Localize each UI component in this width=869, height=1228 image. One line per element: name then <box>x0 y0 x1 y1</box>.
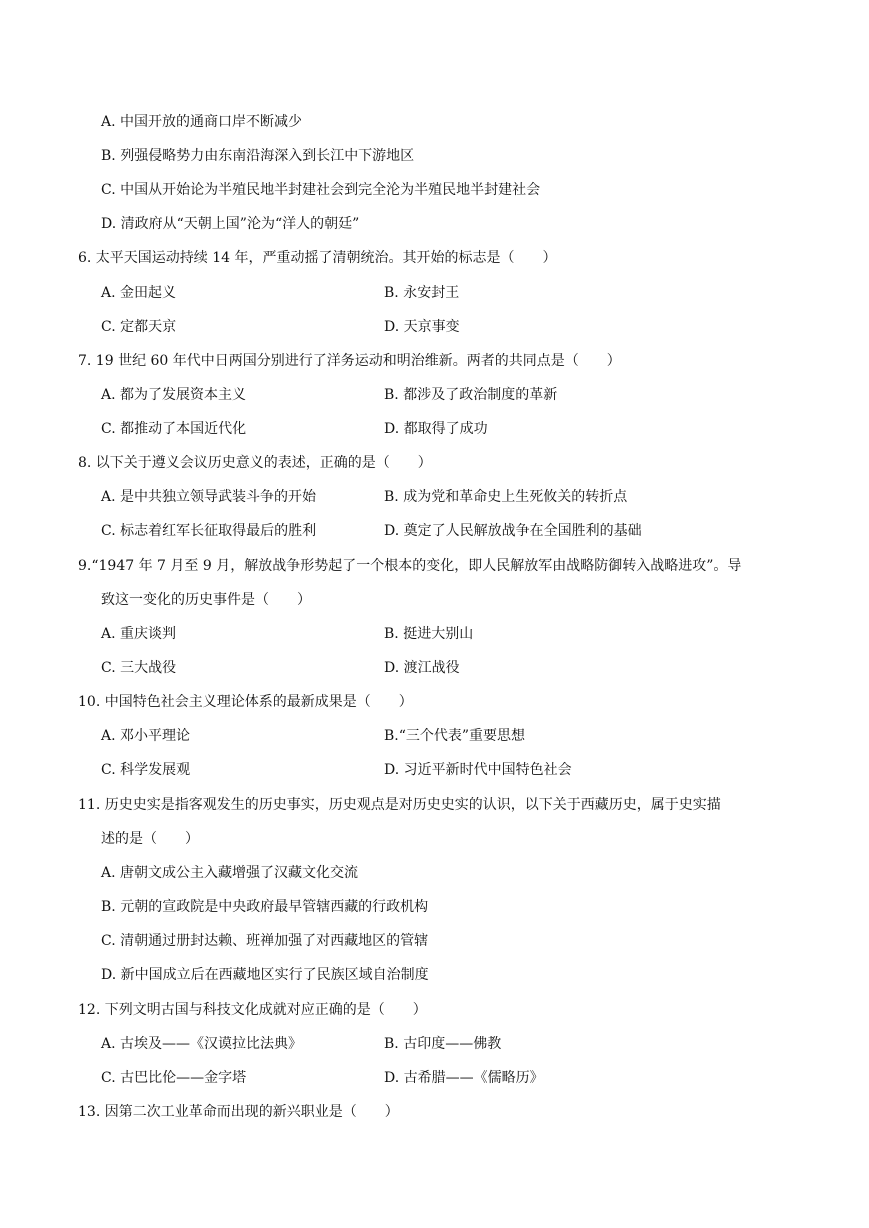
q6-stem: 6. 太平天国运动持续 14 年，严重动摇了清朝统治。其开始的标志是（ ） <box>78 250 557 266</box>
q9-option-c: C. 三大战役 <box>101 660 177 676</box>
q7-stem: 7. 19 世纪 60 年代中日两国分别进行了洋务运动和明治维新。两者的共同点是（ ） <box>78 353 621 369</box>
q11-stem-line1: 11. 历史史实是指客观发生的历史事实，历史观点是对历史史实的认识，以下关于西藏历史，属于史实描 <box>78 797 721 813</box>
q6-option-a: A. 金田起义 <box>101 285 177 301</box>
q11-option-a: A. 唐朝文成公主入藏增强了汉藏文化交流 <box>101 865 359 881</box>
q6-option-d: D. 天京事变 <box>384 319 460 335</box>
q11-option-c: C. 清朝通过册封达赖、班禅加强了对西藏地区的管辖 <box>101 933 429 949</box>
q5-option-a: A. 中国开放的通商口岸不断减少 <box>101 114 303 130</box>
q12-option-d: D. 古希腊——《儒略历》 <box>384 1070 544 1086</box>
q9-stem-line2: 致这一变化的历史事件是（ ） <box>101 592 311 608</box>
q10-option-b: B.“三个代表”重要思想 <box>384 728 526 744</box>
q11-stem-line2: 述的是（ ） <box>101 831 199 847</box>
q7-option-c: C. 都推动了本国近代化 <box>101 421 247 437</box>
q12-option-c: C. 古巴比伦——金字塔 <box>101 1070 247 1086</box>
q12-option-a: A. 古埃及——《汉谟拉比法典》 <box>101 1036 303 1052</box>
q8-option-d: D. 奠定了人民解放战争在全国胜利的基础 <box>384 523 642 539</box>
q10-option-d: D. 习近平新时代中国特色社会 <box>384 762 572 778</box>
q7-option-a: A. 都为了发展资本主义 <box>101 387 247 403</box>
q8-stem: 8. 以下关于遵义会议历史意义的表述，正确的是（ ） <box>78 455 432 471</box>
q10-option-c: C. 科学发展观 <box>101 762 191 778</box>
q5-option-c: C. 中国从开始论为半殖民地半封建社会到完全沦为半殖民地半封建社会 <box>101 182 541 198</box>
q8-option-c: C. 标志着红军长征取得最后的胜利 <box>101 523 317 539</box>
q13-stem: 13. 因第二次工业革命而出现的新兴职业是（ ） <box>78 1104 399 1120</box>
q7-option-d: D. 都取得了成功 <box>384 421 488 437</box>
q6-option-c: C. 定都天京 <box>101 319 177 335</box>
q12-stem: 12. 下列文明古国与科技文化成就对应正确的是（ ） <box>78 1002 427 1018</box>
q10-option-a: A. 邓小平理论 <box>101 728 191 744</box>
q9-option-b: B. 挺进大别山 <box>384 626 474 642</box>
q6-option-b: B. 永安封王 <box>384 285 460 301</box>
q5-option-b: B. 列强侵略势力由东南沿海深入到长江中下游地区 <box>101 148 415 164</box>
q7-option-b: B. 都涉及了政治制度的革新 <box>384 387 558 403</box>
q9-stem-line1: 9.“1947 年 7 月至 9 月，解放战争形势起了一个根本的变化，即人民解放军由战略防御转入战略进攻”。导 <box>78 558 742 574</box>
q8-option-a: A. 是中共独立领导武装斗争的开始 <box>101 489 317 505</box>
q9-option-a: A. 重庆谈判 <box>101 626 177 642</box>
q8-option-b: B. 成为党和革命史上生死攸关的转折点 <box>384 489 628 505</box>
q12-option-b: B. 古印度——佛教 <box>384 1036 502 1052</box>
q9-option-d: D. 渡江战役 <box>384 660 460 676</box>
q10-stem: 10. 中国特色社会主义理论体系的最新成果是（ ） <box>78 694 413 710</box>
q11-option-b: B. 元朝的宣政院是中央政府最早管辖西藏的行政机构 <box>101 899 429 915</box>
q11-option-d: D. 新中国成立后在西藏地区实行了民族区域自治制度 <box>101 967 429 983</box>
q5-option-d: D. 清政府从“天朝上国”沦为“洋人的朝廷” <box>101 216 360 232</box>
